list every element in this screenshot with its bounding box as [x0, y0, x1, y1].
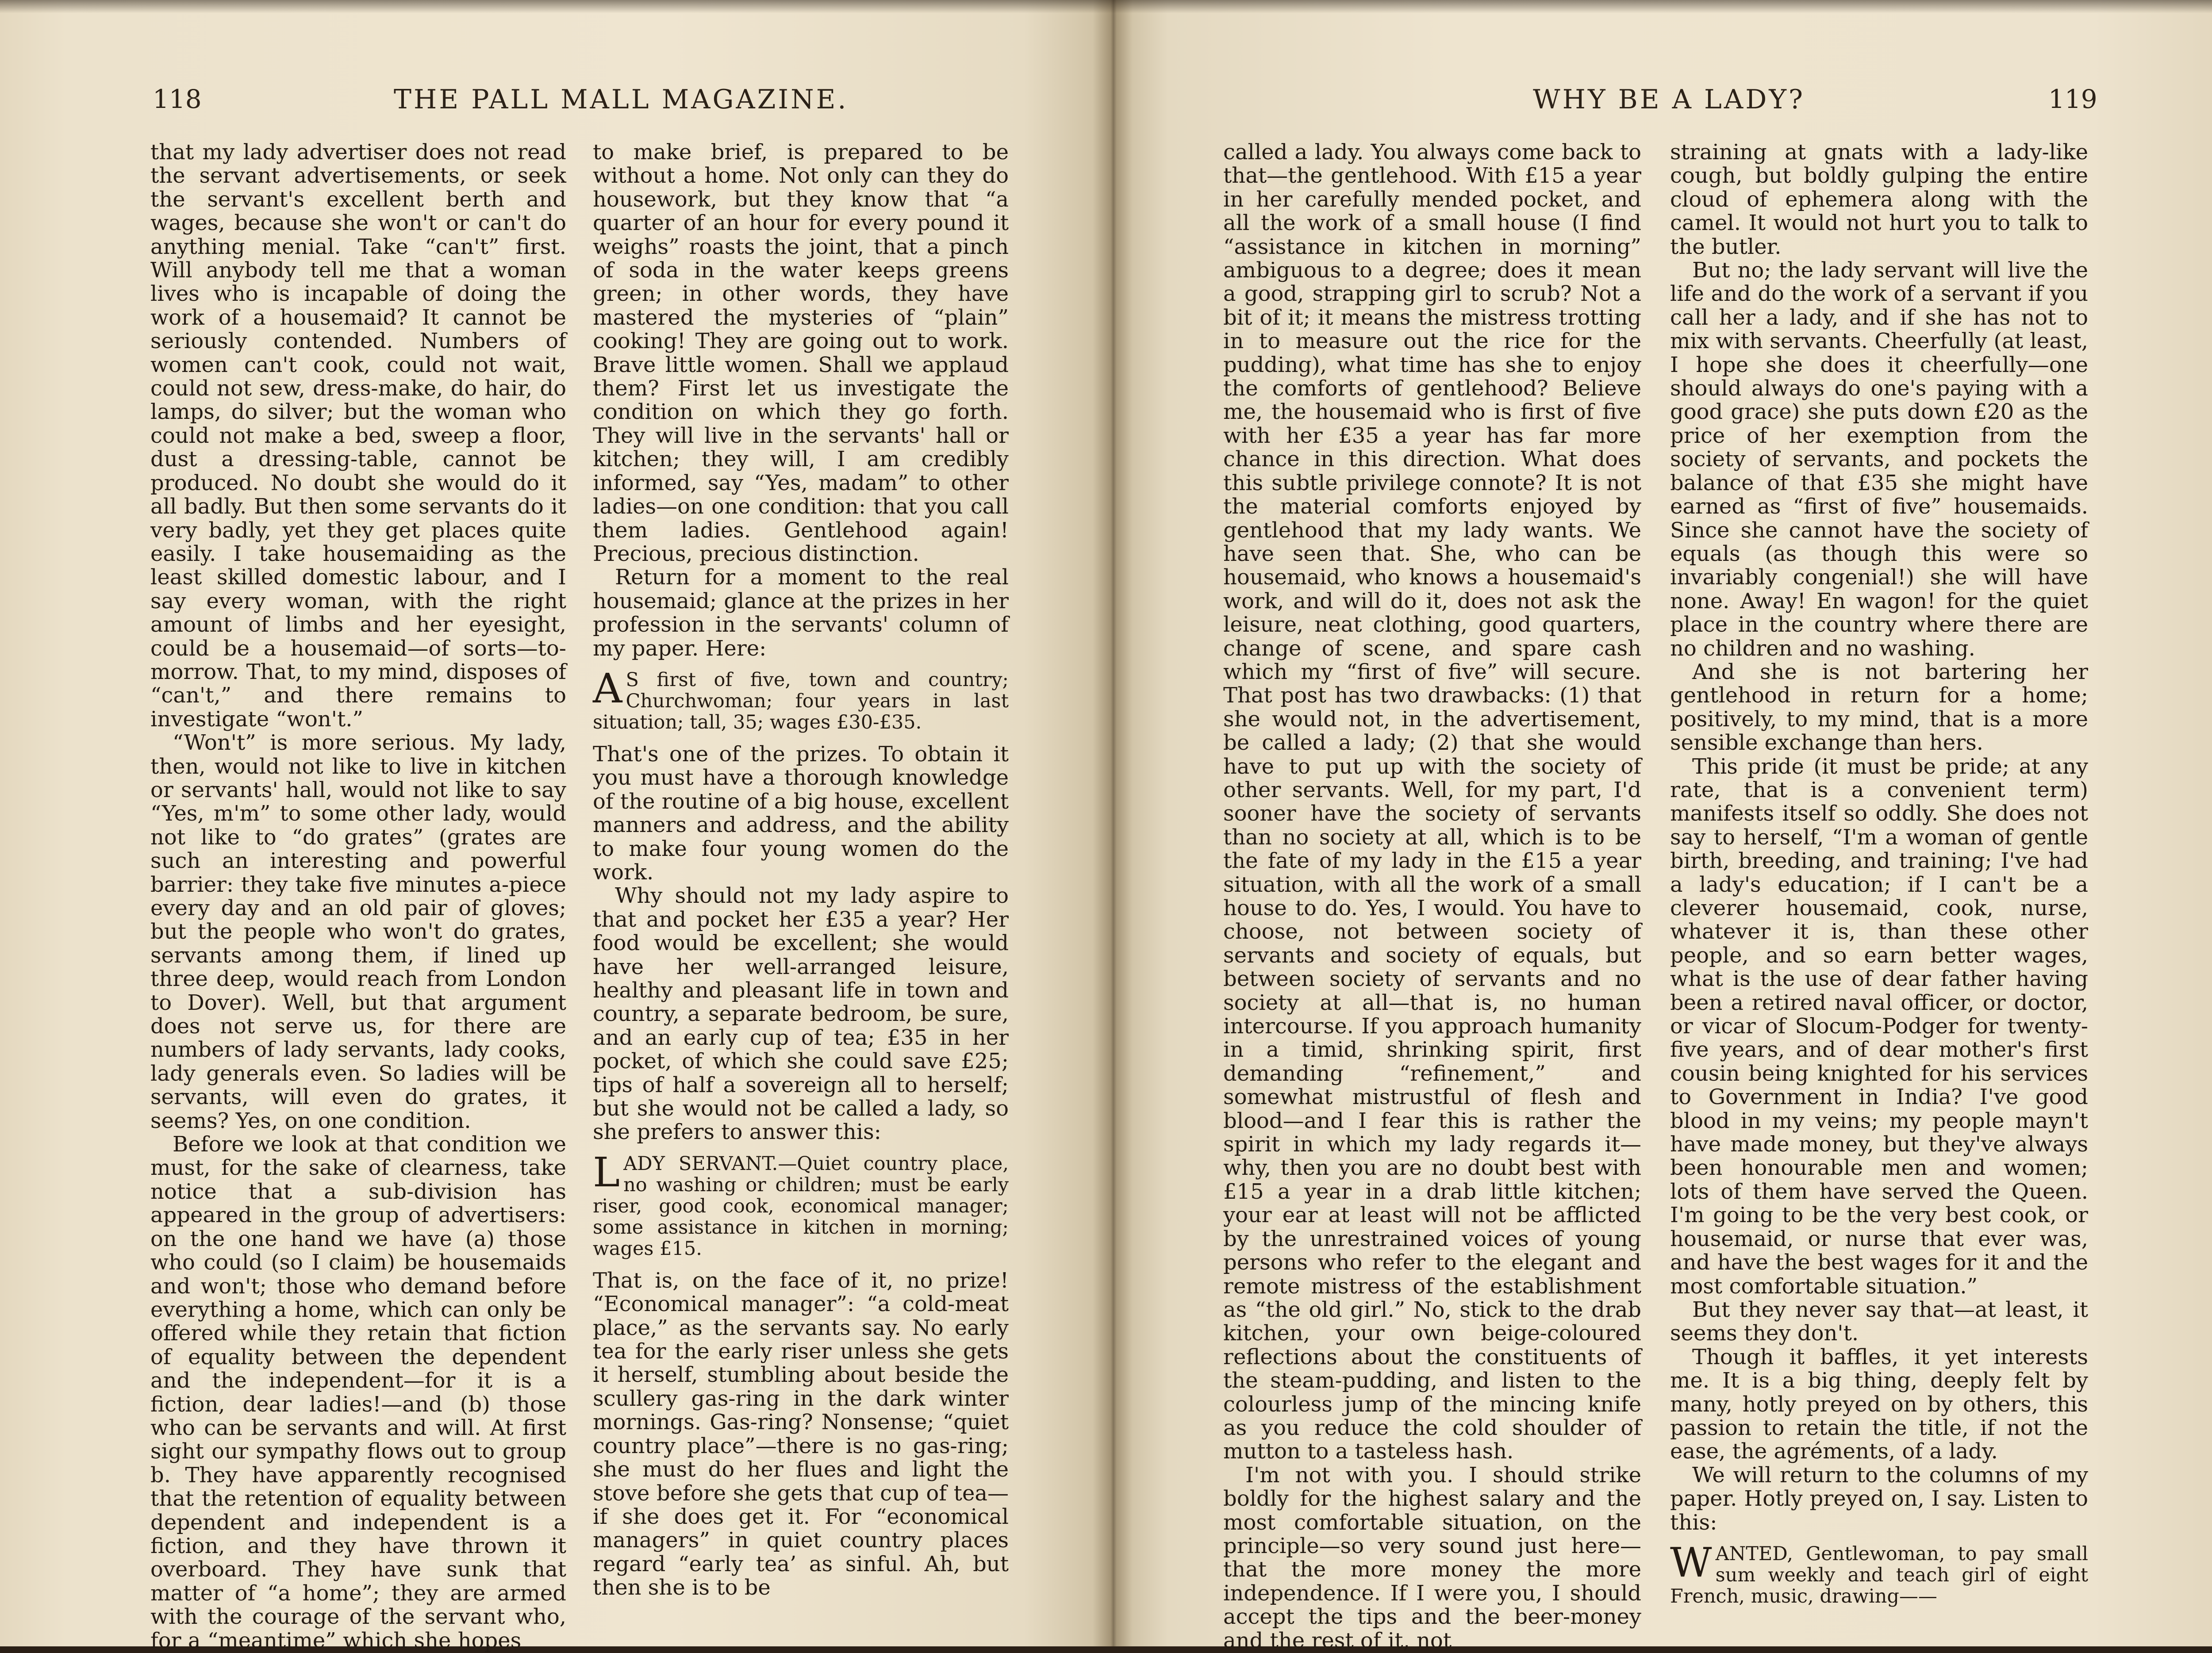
paragraph: I'm not with you. I should strike boldly for the highest salary and the most comfortable situation, on the principle—so very sound just here—that the more money the more independence. If I were you, I should accept the tips and the beer-money and the rest of it, not — [1223, 1462, 1641, 1653]
top-shadow — [0, 0, 2212, 13]
classified-ad — [593, 1148, 1009, 1260]
paragraph: Before we look at that condition we must, for the sake of clearness, take notice that a sub-division has appeared in the group of advertisers: on the one hand we have (a) those who could (so I claim) be housemaids and won't; those who demand before everything a home, which can only be offered while they retain that fiction of equality between the dependent and the independent—for it is a fiction, dear ladies!—and (b) those who can be servants and will. At first sight our sympathy flows out to group b. They have apparently recognised that the retention of equality between dependent and independent is a fiction, and they have thrown it overboard. They have sunk that matter of “a home”; they are armed with the courage of the servant who, for a “meantime” which she hopes — [150, 1132, 566, 1653]
running-head-right: WHY BE A LADY? — [1533, 84, 1805, 115]
paragraph: That is, on the face of it, no prize! “Economical manager”: “a cold-meat place,” as the servants say. No early tea for the early riser unless she gets it herself, stumbling about beside the scullery gas-ring in the dark winter mornings. Gas-ring? Nonsense; “quiet country place”—there is no gas-ring; she must do her flues and light the stove before she gets that cup of tea—if she does get it. For “economical managers” in quiet country places regard “early tea’ as sinful. Ah, but then she is to be — [593, 1268, 1009, 1600]
paragraph: “Won't” is more serious. My lady, then, would not like to live in kitchen or servants' hall, would not like to say “Yes, m'm” to some other lady, would not like to “do grates” (grates are such an interesting and powerful barrier: they take five minutes a-piece every day and an old pair of gloves; but the people who won't do grates, servants among them, if lined up three deep, would reach from London to Dover). Well, but that argument does not serve us, for there are numbers of lady servants, lady cooks, lady generals even. So ladies will be servants, will even do grates, it seems? Yes, on one condition. — [150, 730, 566, 1133]
classified-ad — [593, 664, 1009, 733]
paragraph: Though it baffles, it yet interests me. It is a big thing, deeply felt by many, hotly preyed on by others, this passion to retain the title, if not the ease, the agréments, of a lady. — [1670, 1344, 2088, 1464]
ad-text: ADY SERVANT.—Quiet country place, no washing or children; must be early riser, good cook, economical manager; some assistance in kitchen in morning; wages £15. — [593, 1152, 1009, 1260]
classified-ad — [1670, 1538, 2088, 1607]
paragraph: Why should not my lady aspire to that and pocket her £35 a year? Her food would be excellent; she would have her well-arranged leisure, healthy and pleasant life in town and country, a separate bedroom, be sure, and an early cup of tea; £35 in her pocket, of which she could save £25; tips of half a sovereign all to herself; but she would not be called a lady, so she prefers to answer this: — [593, 883, 1009, 1145]
page-number-right: 119 — [2048, 84, 2097, 114]
ad-text: S first of five, town and country; Churchwoman; four years in last situation; tall, 35; wages £30-£35. — [593, 668, 1009, 733]
right-column-1 — [1223, 141, 1641, 1653]
ad-text: ANTED, Gentlewoman, to pay small sum weekly and teach girl of eight French, music, drawing—— — [1670, 1542, 2088, 1607]
paragraph: called a lady. You always come back to that—the gentlehood. With £15 a year in her carefully mended pocket, and all the work of a small house (I find “assistance in kitchen in morning” ambiguous to a degree; does it mean a good, strapping girl to scrub? Not a bit of it; it means the mistress trotting in to measure out the rice for the pudding), what time has she to enjoy the comforts of gentlehood? Believe me, the housemaid who is first of five with her £35 a year has far more chance in this direction. What does this subtle privilege connote? It is not the material comforts enjoyed by gentlehood that my lady wants. We have seen that. She, who can be housemaid, who knows a housemaid's work, and will do it, does not ask the leisure, neat clothing, good quarters, change of scene, and spare cash which my “first of five” will secure. That post has two drawbacks: (1) that she would not, in the advertisement, be called a lady; (2) that she would have to put up with the society of other servants. Well, for my part, I'd sooner have the society of servants than no society at all, which is to be the fate of my lady in the £15 a year situation, with all the work of a small house to do. Yes, I would. You have to choose, not between society of servants and society of equals, but between society of servants and no society at all—that is, no human intercourse. If you approach humanity in a timid, shrinking spirit, first demanding “refinement,” and somewhat mistrustful of flesh and blood—and I fear this is rather the spirit in which my lady regards it—why, then you are no doubt best with £15 a year in a drab little kitchen; your ear at least will not be afflicted by the unrestrained voices of young persons who refer to the elegant and remote mistress of the establishment as “the old girl.” No, stick to the drab kitchen, your own beige-coloured reflections about the constituents of the steam-pudding, and listen to the colourless jump of the mincing knife as you reduce the cold shoulder of mutton to a tasteless hash. — [1223, 140, 1641, 1464]
left-column-2 — [593, 141, 1009, 1600]
paragraph: to make brief, is prepared to be without a home. Not only can they do housework, but they know that “a quarter of an hour for every pound it weighs” roasts the joint, that a pinch of soda in the water keeps greens green; in other words, they have mastered the mysteries of “plain” cooking! They are going out to work. Brave little women. Shall we applaud them? First let us investigate the condition on which they go forth. They will live in the servants' hall or kitchen; they will, I am credibly informed, say “Yes, madam” to other ladies—on one condition: that you call them ladies. Gentlehood again! Precious, precious distinction. — [593, 140, 1009, 566]
paragraph: Return for a moment to the real housemaid; glance at the prizes in her profession in the servants' column of my paper. Here: — [593, 565, 1009, 661]
left-column-1 — [150, 141, 566, 1653]
paragraph: straining at gnats with a lady-like cough, but boldly gulping the entire cloud of ephemera along with the camel. It would not hurt you to talk to the butler. — [1670, 140, 2088, 259]
paragraph: This pride (it must be pride; at any rate, that is a convenient term) manifests itself so oddly. She does not say to herself, “I'm a woman of gentle birth, breeding, and training; I've had a lady's education; if I can't be a cleverer housemaid, cook, nurse, whatever it is, than these other people, and so earn better wages, what is the use of dear father having been a retired naval officer, or doctor, or vicar of Slocum-Podger for twenty-five years, and of dear mother's first cousin being knighted for his services to Government in India? I've good blood in my veins; my people mayn't have made money, but they've always been honourable men and women; lots of them have served the Queen. I'm going to be the very best cook, or housemaid, or nurse that ever was, and have the best wages for it and the most comfortable situation.” — [1670, 754, 2088, 1299]
paragraph: We will return to the columns of my paper. Hotly preyed on, I say. Listen to this: — [1670, 1462, 2088, 1535]
right-column-2 — [1670, 141, 2088, 1617]
ad-dropcap: L — [593, 1148, 620, 1196]
page-number-left: 118 — [153, 84, 202, 114]
paragraph: But they never say that—at least, it seems they don't. — [1670, 1297, 2088, 1346]
ad-dropcap: A — [593, 664, 622, 712]
paragraph: But no; the lady servant will live the life and do the work of a servant if you call her a lady, and if she has not to mix with servants. Cheerfully (at least, I hope she does it cheerfully—one should always do one's paying with a good grace) she puts down £20 as the price of her exemption from the society of servants, and pockets the balance of that £35 she might have earned as “first of five” housemaids. Since she cannot have the society of equals (as though this were so invariably congenial!) she will have none. Away! En wagon! for the quiet place in the country where there are no children and no washing. — [1670, 258, 2088, 661]
book-gutter — [1093, 0, 1133, 1646]
paragraph: And she is not bartering her gentlehood in return for a home; positively, to my mind, that is a more sensible exchange than hers. — [1670, 659, 2088, 756]
paragraph: That's one of the prizes. To obtain it you must have a thorough knowledge of the routine of a big house, excellent manners and address, and the ability to make four young women do the work. — [593, 741, 1009, 885]
paragraph: that my lady advertiser does not read the servant advertisements, or seek the servant's excellent berth and wages, because she won't or can't do anything menial. Take “can't” first. Will anybody tell me that a woman lives who is incapable of doing the work of a housemaid? It cannot be seriously contended. Numbers of women can't cook, could not wait, could not sew, dress-make, do hair, do lamps, do silver; but the woman who could not make a bed, sweep a floor, dust a dressing-table, cannot be produced. No doubt she would do it all badly. But then some servants do it very badly, yet they get places quite easily. I take housemaiding as the least skilled domestic labour, and I say every woman, with the right amount of limbs and her eyesight, could be a housemaid—of sorts—to-morrow. That, to my mind, disposes of “can't,” and there remains to investigate “won't.” — [150, 140, 566, 732]
running-head-left: THE PALL MALL MAGAZINE. — [394, 84, 849, 115]
ad-dropcap: W — [1670, 1538, 1712, 1586]
